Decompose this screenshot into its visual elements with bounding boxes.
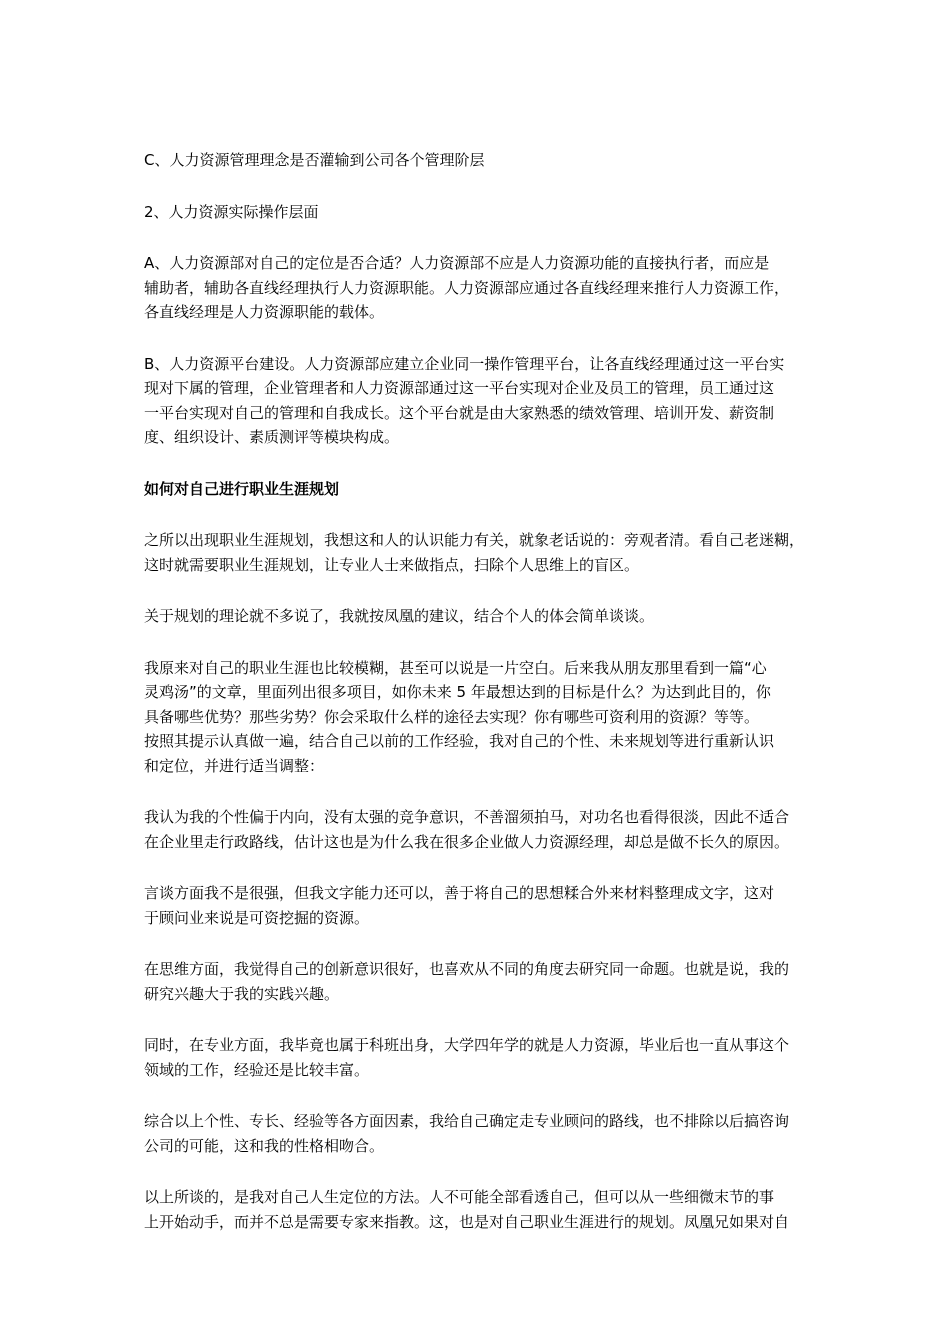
text-line: 辅助者，辅助各直线经理执行人力资源职能。人力资源部应通过各直线经理来推行人力资源工作， bbox=[144, 278, 790, 297]
text-line: 我认为我的个性偏于内向，没有太强的竞争意识，不善溜须拍马，对功名也看得很淡，因此不适合 bbox=[144, 808, 790, 826]
paragraph bbox=[144, 1033, 816, 1082]
paragraph bbox=[144, 352, 816, 450]
paragraph bbox=[144, 148, 816, 173]
paragraph bbox=[144, 957, 816, 1006]
paragraph bbox=[144, 604, 816, 629]
paragraph bbox=[144, 1109, 816, 1158]
paragraph bbox=[144, 200, 816, 225]
text-line: B、人力资源平台建设。人力资源部应建立企业同一操作管理平台，让各直线经理通过这一平台实 bbox=[144, 354, 785, 373]
text-line: 现对下属的管理，企业管理者和人力资源部通过这一平台实现对企业及员工的管理，员工通过这 bbox=[144, 379, 775, 397]
text-line: 2、人力资源实际操作层面 bbox=[144, 202, 319, 221]
paragraph bbox=[144, 656, 816, 779]
text-line: 在思维方面，我觉得自己的创新意识很好，也喜欢从不同的角度去研究同一命题。也就是说，我的 bbox=[144, 960, 790, 978]
text-line: 上开始动手，而并不总是需要专家来指教。这，也是对自己职业生涯进行的规划。凤凰兄如果对自 bbox=[144, 1212, 790, 1231]
text-line: 和定位，并进行适当调整： bbox=[144, 756, 325, 775]
text-line: 以上所谈的，是我对自己人生定位的方法。人不可能全部看透自己，但可以从一些细微末节的事 bbox=[144, 1188, 775, 1206]
text-line: 按照其提示认真做一遍，结合自己以前的工作经验，我对自己的个性、未来规划等进行重新认识 bbox=[144, 732, 775, 750]
text-line: 公司的可能，这和我的性格相吻合。 bbox=[144, 1136, 385, 1155]
text-line: 各直线经理是人力资源职能的载体。 bbox=[144, 303, 385, 321]
text-line: 度、组织设计、素质测评等模块构成。 bbox=[144, 428, 400, 446]
document-body bbox=[144, 148, 816, 1261]
text-line: 在企业里走行政路线，估计这也是为什么我在很多企业做人力资源经理，却总是做不长久的原因。 bbox=[144, 832, 790, 851]
text-line: 一平台实现对自己的管理和自我成长。这个平台就是由大家熟悉的绩效管理、培训开发、薪资制 bbox=[144, 403, 775, 422]
text-line: 如何对自己进行职业生涯规划 bbox=[144, 479, 340, 498]
paragraph bbox=[144, 528, 816, 577]
text-line: 这时就需要职业生涯规划，让专业人士来做指点，扫除个人思维上的盲区。 bbox=[144, 555, 640, 574]
paragraph bbox=[144, 251, 816, 325]
text-line: A、人力资源部对自己的定位是否合适？人力资源部不应是人力资源功能的直接执行者，而应是 bbox=[144, 254, 770, 272]
paragraph bbox=[144, 1185, 816, 1234]
section-heading bbox=[144, 477, 816, 502]
text-line: 之所以出现职业生涯规划，我想这和人的认识能力有关，就象老话说的：旁观者清。看自己老迷糊， bbox=[144, 531, 805, 549]
text-line: 综合以上个性、专长、经验等各方面因素，我给自己确定走专业顾问的路线，也不排除以后搞咨询 bbox=[144, 1112, 790, 1130]
text-line: 同时，在专业方面，我毕竟也属于科班出身，大学四年学的就是人力资源，毕业后也一直从事这个 bbox=[144, 1036, 790, 1054]
text-line: C、人力资源管理理念是否灌输到公司各个管理阶层 bbox=[144, 151, 485, 169]
paragraph bbox=[144, 805, 816, 854]
text-line: 研究兴趣大于我的实践兴趣。 bbox=[144, 984, 340, 1003]
paragraph bbox=[144, 881, 816, 930]
text-line: 于顾问业来说是可资挖掘的资源。 bbox=[144, 908, 370, 927]
text-line: 领域的工作，经验还是比较丰富。 bbox=[144, 1060, 370, 1079]
text-line: 关于规划的理论就不多说了，我就按凤凰的建议，结合个人的体会简单谈谈。 bbox=[144, 607, 655, 625]
text-line: 我原来对自己的职业生涯也比较模糊，甚至可以说是一片空白。后来我从朋友那里看到一篇“心 bbox=[144, 658, 767, 677]
text-line: 言谈方面我不是很强，但我文字能力还可以，善于将自己的思想糅合外来材料整理成文字，这对 bbox=[144, 884, 775, 902]
text-line: 灵鸡汤”的文章，里面列出很多项目，如你未来 5 年最想达到的目标是什么？为达到此目的，你 bbox=[144, 683, 771, 701]
text-line: 具备哪些优势？那些劣势？你会采取什么样的途径去实现？你有哪些可资利用的资源？等等。 bbox=[144, 707, 760, 726]
